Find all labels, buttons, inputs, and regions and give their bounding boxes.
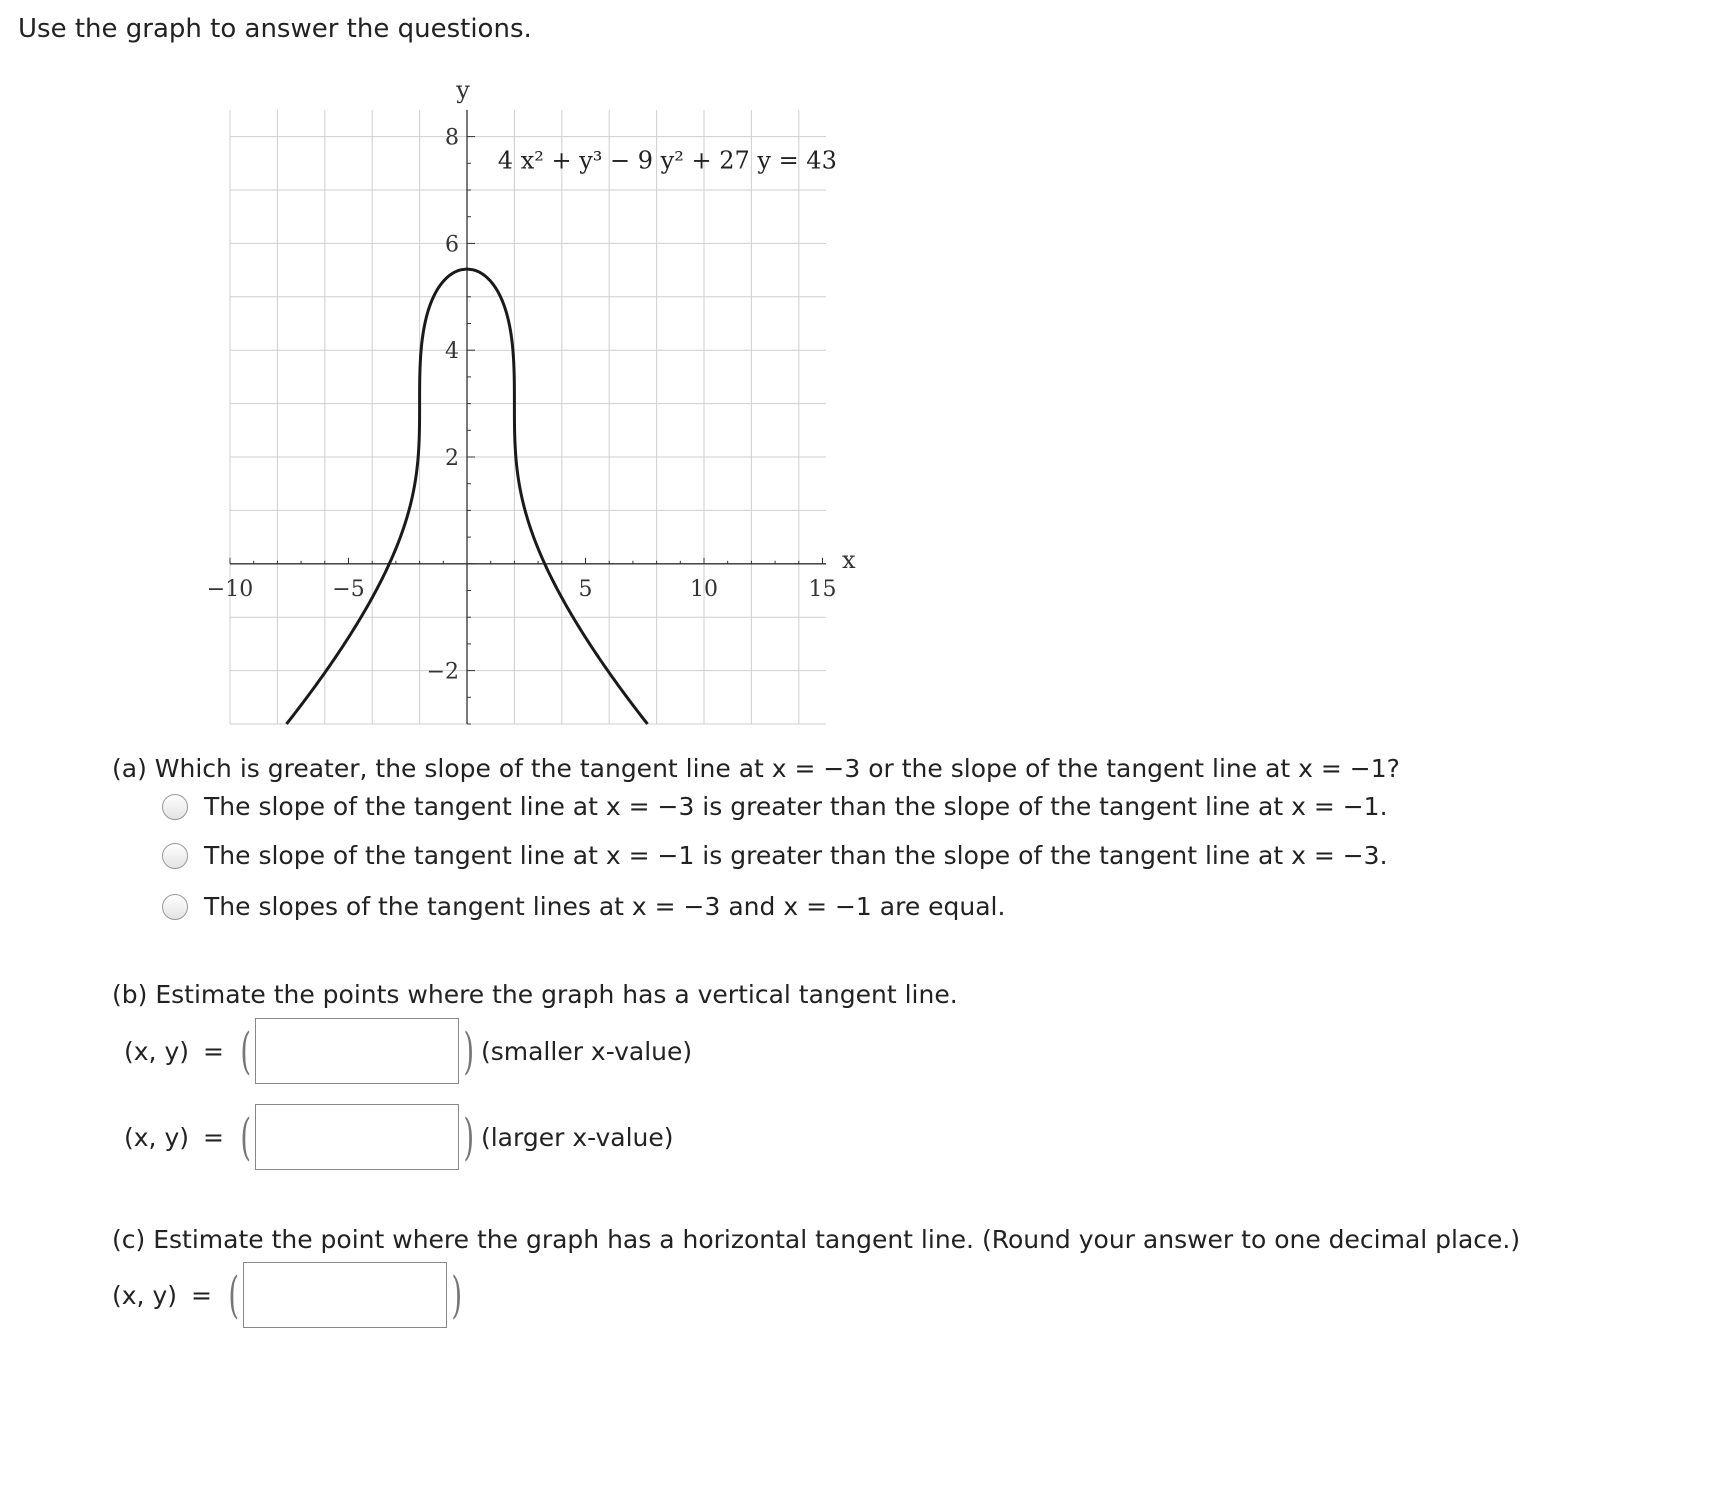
option-a3[interactable] — [162, 892, 1005, 921]
y-axis-label: y — [456, 75, 470, 104]
radio-button[interactable] — [162, 894, 188, 920]
answer-row-b1 — [124, 1018, 692, 1084]
part-a-question: (a) Which is greater, the slope of the tangent line at x = −3 or the slope of the tangent line at x = −1? — [112, 754, 1400, 783]
y-tick-label: 6 — [445, 232, 459, 258]
graph-grid — [230, 110, 826, 724]
x-axis-label: x — [842, 545, 856, 574]
answer-row-b2 — [124, 1104, 674, 1170]
close-paren: ) — [451, 1266, 463, 1324]
radio-button[interactable] — [162, 794, 188, 820]
part-c-question: (c) Estimate the point where the graph has a horizontal tangent line. (Round your answer to one decimal place.) — [112, 1225, 1521, 1254]
close-paren: ) — [463, 1108, 475, 1166]
option-text: The slopes of the tangent lines at x = −3 and x = −1 are equal. — [204, 892, 1006, 921]
point-label: (x, y) — [124, 1122, 189, 1152]
option-text: The slope of the tangent line at x = −1 is greater than the slope of the tangent line at x = −3. — [204, 841, 1388, 870]
y-tick-label: 4 — [445, 339, 459, 365]
y-tick-label: −2 — [426, 659, 459, 685]
option-a1[interactable] — [162, 792, 1388, 821]
y-tick-label: 8 — [445, 125, 459, 151]
answer-input-larger-x[interactable] — [255, 1104, 459, 1170]
point-label: (x, y) — [112, 1280, 177, 1310]
open-paren: ( — [228, 1266, 240, 1324]
graph-labels — [207, 76, 856, 685]
x-tick-label: 10 — [690, 576, 718, 602]
hint-text: (larger x-value) — [480, 1122, 674, 1152]
equals-sign: = — [203, 1036, 224, 1066]
hint-text: (smaller x-value) — [480, 1036, 693, 1066]
x-tick-label: 5 — [578, 576, 593, 602]
instructions: Use the graph to answer the questions. — [18, 14, 532, 44]
point-label: (x, y) — [124, 1036, 189, 1066]
implicit-curve-graph — [206, 75, 950, 820]
x-tick-label: −10 — [206, 576, 254, 602]
close-paren: ) — [463, 1022, 475, 1080]
part-b-question: (b) Estimate the points where the graph has a vertical tangent line. — [112, 980, 958, 1009]
x-tick-label: 15 — [808, 576, 837, 602]
y-tick-label: 2 — [445, 446, 459, 471]
option-text: The slope of the tangent line at x = −3 is greater than the slope of the tangent line at x = −1. — [204, 792, 1388, 821]
x-tick-label: −5 — [332, 576, 365, 602]
equals-sign: = — [191, 1280, 212, 1310]
open-paren: ( — [240, 1022, 252, 1080]
open-paren: ( — [240, 1108, 252, 1166]
radio-button[interactable] — [162, 843, 188, 869]
answer-input-smaller-x[interactable] — [255, 1018, 459, 1084]
equation-label: 4 x² + y³ − 9 y² + 27 y = 43 — [497, 146, 837, 175]
option-a2[interactable] — [162, 841, 1388, 870]
equals-sign: = — [203, 1122, 224, 1152]
graph-axes — [230, 110, 826, 724]
answer-input-horizontal-tangent[interactable] — [243, 1262, 447, 1328]
answer-row-c — [112, 1262, 467, 1328]
